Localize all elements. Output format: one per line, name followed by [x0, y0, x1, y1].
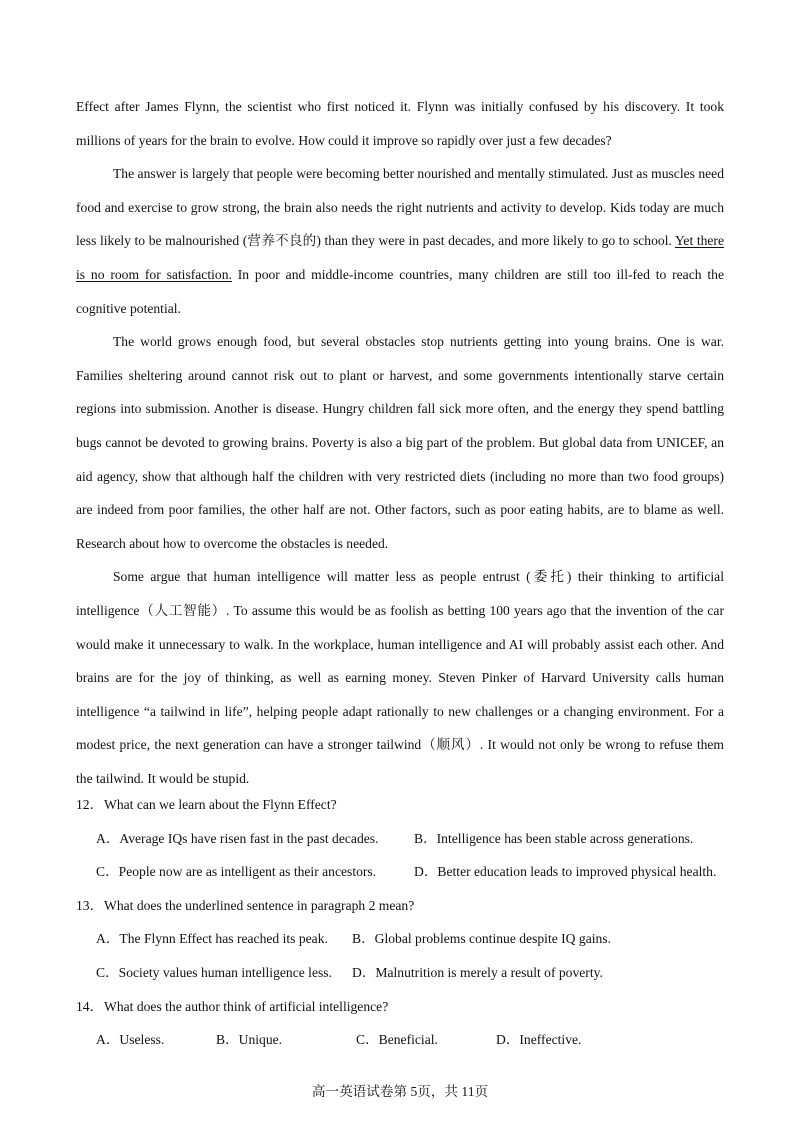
option-b[interactable]: B．Global problems continue despite IQ gains.	[352, 931, 611, 947]
passage-paragraph-2	[76, 157, 724, 325]
question-list	[76, 788, 736, 1057]
question-13	[76, 889, 736, 923]
question-stem: What does the author think of artificial intelligence?	[104, 998, 389, 1014]
page-footer: 高一英语试卷第 5页，共 11页	[311, 1084, 489, 1099]
options-row	[76, 822, 736, 856]
paragraph-2-text-before: The answer is largely that people were becoming better nourished and mentally stimulated. Just as muscles need food and exercise to grow strong, the brain also needs the right nutrients and activity to develop. Kids today are much less likely to be malnourished (营养不良的) than they were in past decades, and more likely to go to school.	[76, 166, 724, 249]
question-14	[76, 990, 736, 1024]
question-number: 12．	[76, 797, 104, 812]
option-d[interactable]: D．Better education leads to improved physical health.	[414, 864, 717, 880]
option-d[interactable]: D．Malnutrition is merely a result of poverty.	[352, 964, 603, 980]
paragraph-2-text-after: In poor and middle-income countries, many children are still too ill-fed to reach the cognitive potential.	[76, 266, 724, 316]
question-12	[76, 788, 736, 822]
passage-paragraph-1: Effect after James Flynn, the scientist who first noticed it. Flynn was initially confused by his discovery. It took millions of years for the brain to evolve. How could it improve so rapidly over just a few decades?	[76, 99, 724, 148]
option-a[interactable]: A．Useless.	[96, 1032, 165, 1048]
question-stem: What does the underlined sentence in paragraph 2 mean?	[104, 897, 415, 913]
options-row	[76, 1023, 736, 1057]
reading-passage	[76, 90, 724, 795]
options-row	[76, 922, 736, 956]
question-stem: What can we learn about the Flynn Effect?	[104, 797, 337, 812]
option-a[interactable]: A．Average IQs have risen fast in the past decades.	[96, 830, 379, 846]
passage-paragraph-4: Some argue that human intelligence will matter less as people entrust (委托) their thinking to artificial intelligence（人工智能）. To assume this would be as foolish as betting 100 years ago that the invention of the car would make it unnecessary to walk. In the workplace, human intelligence and AI will probably assist each other. And brains are for the joy of thinking, as well as earning money. Steven Pinker of Harvard University calls human intelligence “a tailwind in life”, helping people adapt rationally to new challenges or a changing environment. For a modest price, the next generation can have a stronger tailwind（顺风）. It would not only be wrong to refuse them the tailwind. It would be stupid.	[76, 569, 724, 786]
question-number: 13．	[76, 897, 104, 913]
option-a[interactable]: A．The Flynn Effect has reached its peak.	[96, 931, 328, 947]
option-b[interactable]: B．Unique.	[216, 1032, 283, 1048]
option-d[interactable]: D．Ineffective.	[496, 1032, 582, 1048]
option-c[interactable]: C．People now are as intelligent as their ancestors.	[96, 864, 377, 880]
options-row	[76, 855, 736, 889]
option-c[interactable]: C．Beneficial.	[356, 1032, 438, 1048]
question-number: 14．	[76, 998, 104, 1014]
underlined-sentence: Yet there is no room for satisfaction.	[76, 233, 724, 282]
passage-paragraph-3: The world grows enough food, but several obstacles stop nutrients getting into young brains. One is war. Families sheltering around cannot risk out to plant or harvest, and some governments intentionally starve certain regions into submission. Another is disease. Hungry children fall sick more often, and the energy they spend battling bugs cannot be devoted to growing brains. Poverty is also a big part of the problem. But global data from UNICEF, an aid agency, show that although half the children with very restricted diets (including no more than two food groups) are indeed from poor families, the other half are not. Other factors, such as poor eating habits, are to blame as well. Research about how to overcome the obstacles is needed.	[76, 334, 724, 551]
option-b[interactable]: B．Intelligence has been stable across generations.	[414, 830, 694, 846]
option-c[interactable]: C．Society values human intelligence less.	[96, 964, 332, 980]
options-row	[76, 956, 736, 990]
